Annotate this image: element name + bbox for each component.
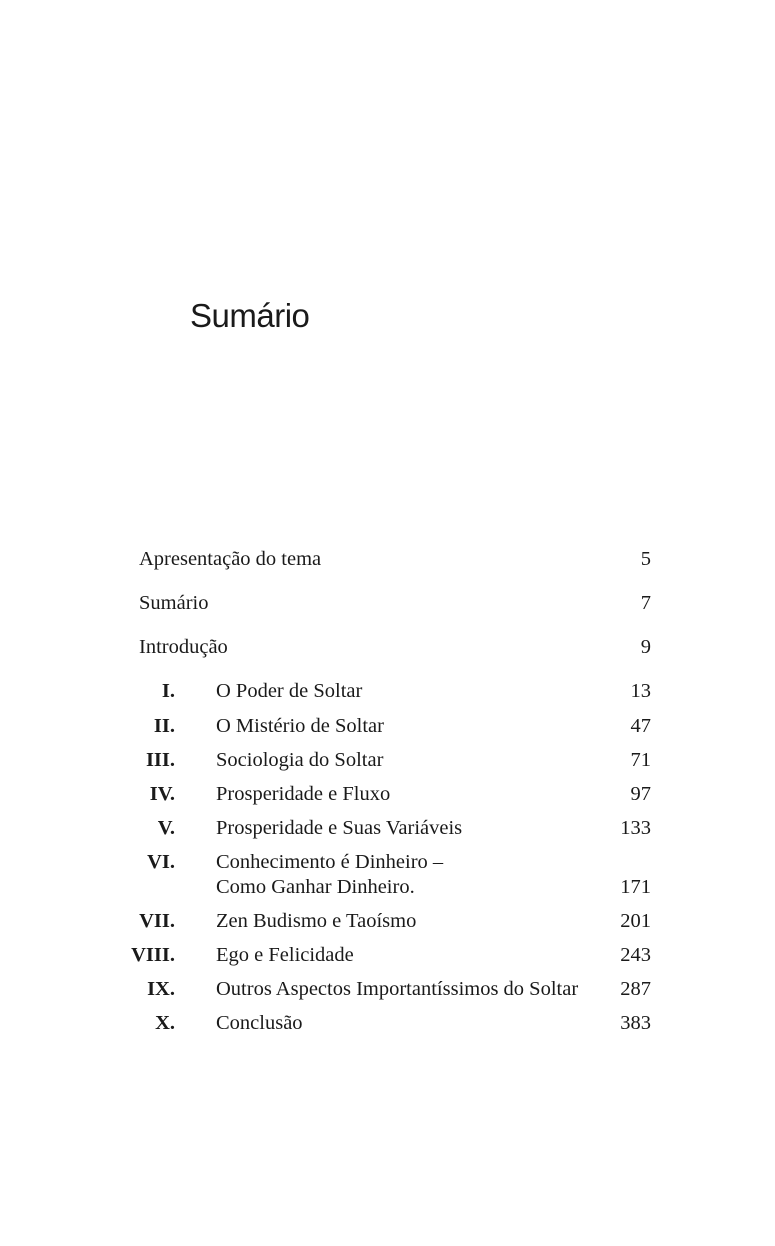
chapter-number: III.: [145, 749, 175, 771]
chapter-page: 201: [620, 910, 651, 932]
chapter-number: VIII.: [131, 944, 175, 966]
chapter-page: 13: [630, 680, 651, 702]
chapter-title: Prosperidade e Fluxo: [216, 783, 391, 805]
chapter-number: IX.: [147, 978, 175, 1000]
chapter-page: 287: [620, 978, 651, 1000]
chapter-title: O Mistério de Soltar: [216, 715, 384, 737]
chapter-number: VI.: [147, 851, 175, 873]
chapter-page: 171: [620, 876, 651, 898]
chapter-page: 97: [630, 783, 651, 805]
chapter-title: O Poder de Soltar: [216, 680, 363, 702]
toc-entry-title: Sumário: [139, 592, 209, 614]
chapter-title: Ego e Felicidade: [216, 944, 354, 966]
toc-entry-page: 9: [640, 636, 651, 658]
chapter-title: Sociologia do Soltar: [216, 749, 384, 771]
chapter-title: Prosperidade e Suas Variáveis: [216, 817, 463, 839]
chapter-page: 133: [620, 817, 651, 839]
chapter-number: VII.: [139, 910, 175, 932]
chapter-number: IV.: [149, 783, 175, 805]
chapter-page: 47: [630, 715, 651, 737]
chapter-page: 243: [620, 944, 651, 966]
chapter-number: I.: [161, 680, 175, 702]
chapter-title: Conclusão: [216, 1012, 303, 1034]
toc-entry-title: Introdução: [139, 636, 228, 658]
chapter-page: 71: [630, 749, 651, 771]
chapter-number: V.: [157, 817, 175, 839]
chapter-number: X.: [155, 1012, 175, 1034]
toc-entry-title: Apresentação do tema: [139, 548, 322, 570]
toc-entry-page: 5: [640, 548, 651, 570]
chapter-title: Outros Aspectos Importantíssimos do Soltar: [216, 978, 579, 1000]
chapter-title: Zen Budismo e Taoísmo: [216, 910, 417, 932]
toc-entry-page: 7: [640, 592, 651, 614]
chapter-number: II.: [153, 715, 175, 737]
page-title: Sumário: [190, 297, 310, 334]
chapter-title-line2: Como Ganhar Dinheiro.: [216, 876, 415, 898]
chapter-page: 383: [620, 1012, 651, 1034]
chapter-title: Conhecimento é Dinheiro –: [216, 851, 444, 873]
